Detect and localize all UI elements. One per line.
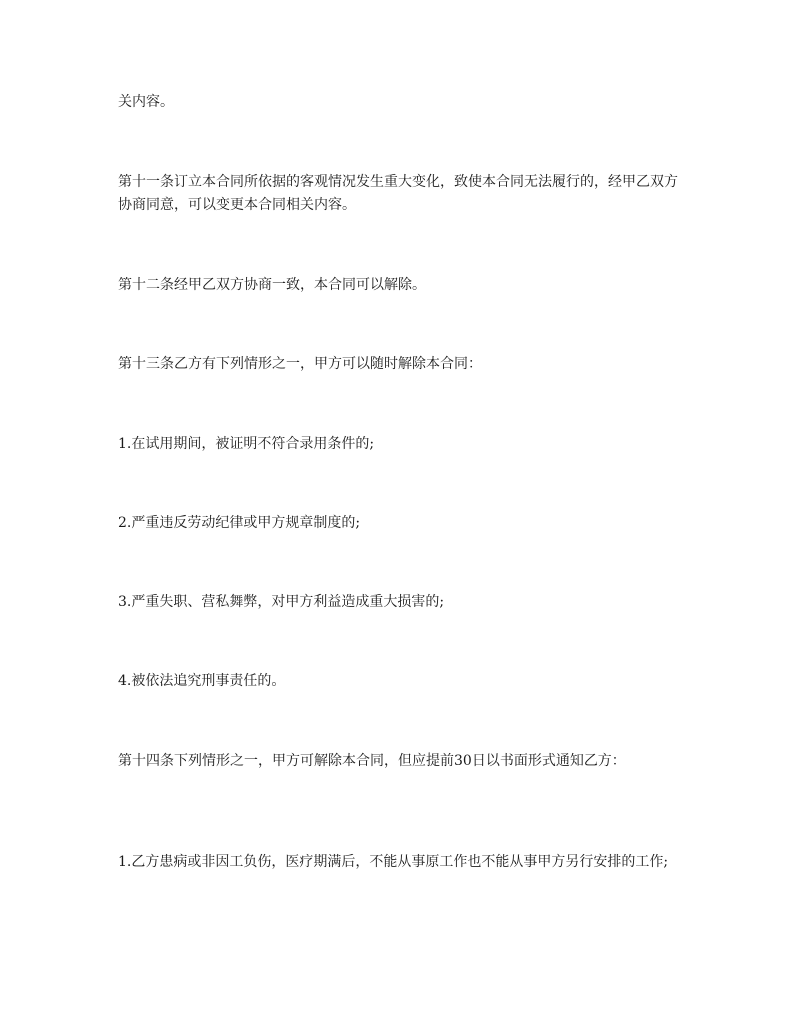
paragraph-article-13-item-1: 1.在试用期间，被证明不符合录用条件的; xyxy=(118,436,375,452)
paragraph-article-14: 第十四条下列情形之一，甲方可解除本合同，但应提前30日以书面形式通知乙方： xyxy=(118,753,626,769)
paragraph-article-14-item-1: 1.乙方患病或非因工负伤，医疗期满后，不能从事原工作也不能从事甲方另行安排的工作; xyxy=(118,854,669,870)
paragraph-article-12: 第十二条经甲乙双方协商一致，本合同可以解除。 xyxy=(118,277,426,293)
paragraph-article-13-item-2: 2.严重违反劳动纪律或甲方规章制度的; xyxy=(118,515,361,531)
paragraph-continuation: 关内容。 xyxy=(118,94,174,110)
paragraph-article-13: 第十三条乙方有下列情形之一，甲方可以随时解除本合同： xyxy=(118,356,482,372)
paragraph-article-13-item-4: 4.被依法追究刑事责任的。 xyxy=(118,673,286,689)
paragraph-article-13-item-3: 3.严重失职、营私舞弊，对甲方利益造成重大损害的; xyxy=(118,594,445,610)
paragraph-article-11: 第十一条订立本合同所依据的客观情况发生重大变化，致使本合同无法履行的，经甲乙双方协商同意，可以变更本合同相关内容。 xyxy=(118,174,678,213)
